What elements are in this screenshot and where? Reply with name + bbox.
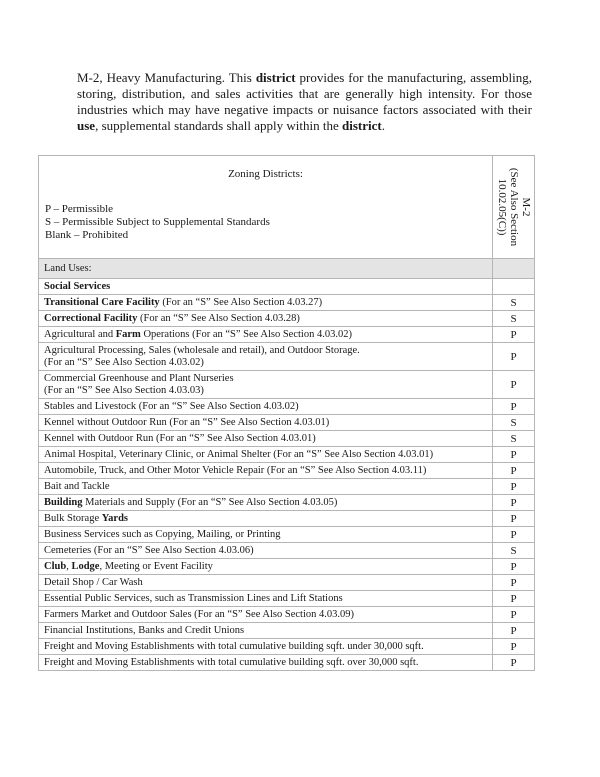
land-use-name — [39, 639, 493, 655]
intro-term-use: use — [77, 118, 96, 133]
defined-term: Transitional Care Facility — [44, 297, 160, 308]
district-permission-value: P — [493, 495, 535, 511]
land-use-text: Automobile, Truck, and Other Motor Vehicle Repair (For an “S” See Also Section 4.03.11) — [44, 465, 427, 476]
zoning-districts-title: Zoning Districts: — [228, 168, 303, 180]
land-use-text: Agricultural Processing, Sales (wholesale and retail), and Outdoor Storage. — [44, 344, 360, 356]
legend — [45, 203, 270, 242]
land-use-rows — [39, 295, 535, 671]
land-use-text: Kennel with Outdoor Run (For an “S” See Also Section 4.03.01) — [44, 433, 316, 444]
defined-term: Correctional Facility — [44, 313, 138, 324]
social-services-label: Social Services — [39, 279, 493, 295]
land-use-name — [39, 527, 493, 543]
table-row — [39, 415, 535, 431]
land-use-text: Stables and Livestock (For an “S” See Also Section 4.03.02) — [44, 401, 299, 412]
table-row — [39, 543, 535, 559]
district-permission-value: S — [493, 415, 535, 431]
land-use-name — [39, 575, 493, 591]
table-row — [39, 343, 535, 371]
land-use-text: , — [66, 561, 72, 572]
land-use-name — [39, 463, 493, 479]
district-name: M-2 — [519, 197, 532, 217]
land-use-text: (For an “S” See Also Section 4.03.02) — [44, 356, 204, 368]
land-use-name — [39, 399, 493, 415]
district-permission-value: P — [493, 591, 535, 607]
table-row — [39, 327, 535, 343]
defined-term: Building — [44, 497, 83, 508]
district-header-cell — [493, 156, 535, 259]
table-row — [39, 295, 535, 311]
district-permission-value: P — [493, 479, 535, 495]
land-use-text: (For an “S” See Also Section 4.03.03) — [44, 384, 204, 396]
land-use-name — [39, 447, 493, 463]
land-use-name — [39, 607, 493, 623]
table-row — [39, 311, 535, 327]
table-row — [39, 591, 535, 607]
district-permission-value: S — [493, 295, 535, 311]
land-use-text: Freight and Moving Establishments with total cumulative building sqft. under 30,000 sqft. — [44, 641, 424, 652]
intro-text: . — [381, 118, 385, 133]
table-row — [39, 575, 535, 591]
district-column-label — [496, 168, 532, 246]
table-row — [39, 639, 535, 655]
land-uses-label: Land Uses: — [39, 259, 493, 279]
legend-supplemental: S – Permissible Subject to Supplemental Standards — [45, 216, 270, 228]
defined-term: Club — [44, 561, 67, 572]
district-permission-value: P — [493, 463, 535, 479]
table-row — [39, 607, 535, 623]
table-row — [39, 655, 535, 671]
table-row — [39, 495, 535, 511]
district-permission-value: P — [493, 399, 535, 415]
table-row — [39, 623, 535, 639]
table-row — [39, 559, 535, 575]
category-row — [39, 279, 535, 295]
land-use-name — [39, 415, 493, 431]
district-permission-value: P — [493, 343, 535, 371]
intro-text: M-2, Heavy Manufacturing. This — [77, 70, 256, 85]
table-row — [39, 527, 535, 543]
land-use-name — [39, 311, 493, 327]
defined-term: Yards — [101, 513, 129, 524]
land-use-name — [39, 511, 493, 527]
land-use-name — [39, 479, 493, 495]
land-use-text: Bait and Tackle — [44, 481, 110, 492]
district-permission-value: P — [493, 607, 535, 623]
land-uses-value — [493, 259, 535, 279]
district-permission-value: P — [493, 639, 535, 655]
intro-text: provides for the manufacturing, assembling, storing, distribution, and sales activities that are generally high intensity. For those industries which may have negative impacts or nuisance factors associated with their — [77, 70, 532, 117]
district-permission-value: S — [493, 543, 535, 559]
defined-term: Lodge — [71, 561, 100, 572]
district-permission-value: P — [493, 511, 535, 527]
district-permission-value: P — [493, 447, 535, 463]
land-use-text: Materials and Supply (For an “S” See Also Section 4.03.05) — [82, 497, 338, 508]
land-use-text: (For an “S” See Also Section 4.03.28) — [137, 313, 300, 324]
table-row — [39, 399, 535, 415]
land-use-text: , Meeting or Event Facility — [99, 561, 213, 572]
defined-term: Farm — [115, 329, 141, 340]
land-use-text: Financial Institutions, Banks and Credit Unions — [44, 625, 245, 636]
district-permission-value: P — [493, 623, 535, 639]
land-use-text: Agricultural and — [44, 329, 116, 340]
land-use-text: Freight and Moving Establishments with total cumulative building sqft. over 30,000 sqft. — [44, 657, 419, 668]
zoning-table — [38, 155, 535, 671]
land-use-name — [39, 495, 493, 511]
land-use-name — [39, 559, 493, 575]
land-use-name — [39, 295, 493, 311]
district-permission-value: S — [493, 311, 535, 327]
land-use-name — [39, 623, 493, 639]
district-see-also: (See Also Section — [507, 167, 520, 247]
district-permission-value: P — [493, 575, 535, 591]
table-row — [39, 371, 535, 399]
land-use-name — [39, 343, 493, 371]
land-use-text: (For an “S” See Also Section 4.03.27) — [159, 297, 323, 308]
table-header-row — [39, 156, 535, 259]
table-row — [39, 431, 535, 447]
legend-permissible: P – Permissible — [45, 203, 114, 215]
land-use-text: Detail Shop / Car Wash — [44, 577, 143, 588]
table-row — [39, 479, 535, 495]
land-use-text: Farmers Market and Outdoor Sales (For an “S” See Also Section 4.03.09) — [44, 609, 354, 620]
land-use-text: Cemeteries (For an “S” See Also Section 4.03.06) — [44, 545, 254, 556]
intro-term-district: district — [342, 118, 382, 133]
district-permission-value: S — [493, 431, 535, 447]
land-use-name — [39, 591, 493, 607]
legend-prohibited: Blank – Prohibited — [45, 229, 129, 241]
intro-paragraph — [77, 70, 532, 134]
category-value — [493, 279, 535, 295]
land-use-name — [39, 543, 493, 559]
land-use-text: Commercial Greenhouse and Plant Nurseries — [44, 372, 234, 384]
district-permission-value: P — [493, 655, 535, 671]
intro-term-district: district — [255, 70, 296, 85]
land-uses-row — [39, 259, 535, 279]
land-use-name — [39, 371, 493, 399]
land-use-text: Kennel without Outdoor Run (For an “S” See Also Section 4.03.01) — [44, 417, 330, 428]
header-legend-cell — [39, 156, 493, 259]
table-row — [39, 463, 535, 479]
district-permission-value: P — [493, 559, 535, 575]
district-permission-value: P — [493, 371, 535, 399]
land-use-text: Business Services such as Copying, Mailing, or Printing — [44, 529, 281, 540]
table-row — [39, 511, 535, 527]
intro-text: , supplemental standards shall apply within the — [95, 118, 343, 133]
district-permission-value: P — [493, 527, 535, 543]
land-use-text: Bulk Storage — [44, 513, 102, 524]
land-use-name — [39, 327, 493, 343]
district-section: 10.02.05(C)) — [495, 178, 508, 236]
land-use-name — [39, 655, 493, 671]
land-use-text: Animal Hospital, Veterinary Clinic, or Animal Shelter (For an “S” See Also Section 4.03.01) — [44, 449, 434, 460]
district-permission-value: P — [493, 327, 535, 343]
land-use-text: Operations (For an “S” See Also Section 4.03.02) — [140, 329, 352, 340]
table-row — [39, 447, 535, 463]
land-use-text: Essential Public Services, such as Transmission Lines and Lift Stations — [44, 593, 343, 604]
land-use-name — [39, 431, 493, 447]
